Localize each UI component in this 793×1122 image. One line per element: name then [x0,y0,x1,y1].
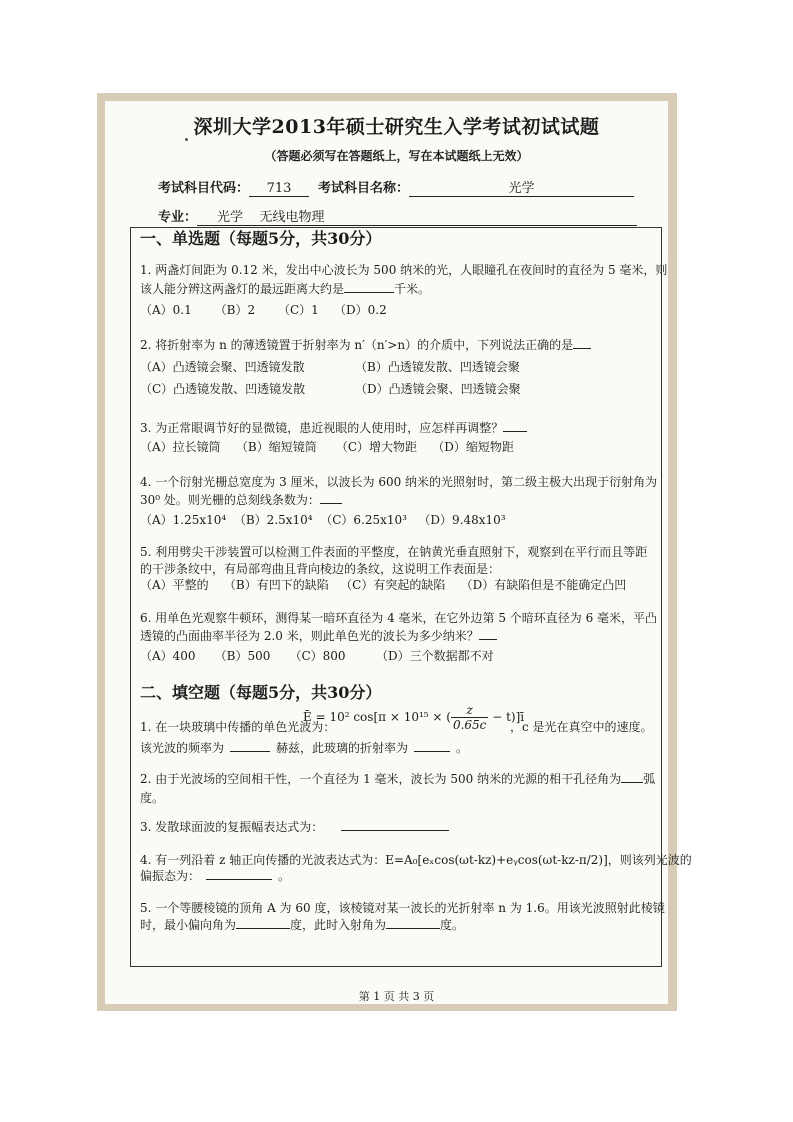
question-2-1-line1-start: 1. 在一块玻璃中传播的单色光波为： [140,720,336,734]
question-1-4-options: （A）1.25x10⁴ （B）2.5x10⁴ （C）6.25x10³ （D）9.48x10³ [140,513,506,527]
question-2-5-line1: 5. 一个等腰棱镜的顶角 A 为 60 度，该棱镜对某一波长的光折射率 n 为 1.6。用该光波照射此棱镜 [140,901,665,915]
question-2-4-line1: 4. 有一列沿着 z 轴正向传播的光波表达式为：E=A₀[eₓcos(ωt-kz)+eᵧcos(ωt-kz-π/2)]，则该列光波的 [140,853,692,867]
answer-blank [230,751,270,752]
question-2-2-line1: 2. 由于光波场的空间相干性，一个直径为 1 毫米，波长为 500 纳米的光源的相干孔径角为 弧 [140,772,656,786]
question-1-1-line1: 1. 两盏灯间距为 0.12 米，发出中心波长为 500 纳米的光，人眼瞳孔在夜间时的直径为 5 毫米，则 [140,263,668,277]
answer-blank [344,292,394,293]
question-1-2-stem: 2. 将折射率为 n 的薄透镜置于折射率为 n′（n′>n）的介质中，下列说法正确的是 [140,336,591,355]
exam-title: 深圳大学2013年硕士研究生入学考试初试试题 [193,116,600,138]
question-1-2-option-a: （A）凸透镜会聚、凹透镜发散 [140,360,305,374]
question-1-5-line2: 的干涉条纹中，有局部弯曲且背向棱边的条纹，这说明工作表面是： [140,562,501,576]
subject-name-row [318,177,634,197]
answer-blank [503,431,527,432]
subject-code-value: 713 [249,181,309,197]
question-2-2-line2: 度。 [140,791,165,805]
section-fill-blank-heading: 二、填空题（每题5分，共30分） [140,683,382,702]
question-1-2-option-d: （D）凸透镜会聚、凹透镜会聚 [355,382,521,396]
question-1-1-line2: 该人能分辨这两盏灯的最远距离大约是 千米。 [140,282,431,296]
question-1-4-line1: 4. 一个衍射光栅总宽度为 3 厘米，以波长为 600 纳米的光照射时，第二级主极大出现于衍射角为 [140,475,658,489]
answer-blank [341,830,449,831]
question-2-1-line2: 该光波的频率为 赫兹，此玻璃的折射率为 。 [140,741,469,755]
question-1-2-option-c: （C）凸透镜发散、凹透镜发散 [140,382,306,396]
section-single-choice-heading: 一、单选题（每题5分，共30分） [140,229,382,248]
question-1-1-options: （A）0.1 （B）2 （C）1 （D）0.2 [140,303,387,317]
question-1-2-option-b: （B）凸透镜发散、凹透镜会聚 [355,360,520,374]
subject-name-label: 考试科目名称： [318,181,410,196]
major-value: 光学 无线电物理 [197,206,637,226]
answer-blank [236,928,290,929]
question-1-6-options: （A）400 （B）500 （C）800 （D）三个数据都不对 [140,649,494,663]
answer-blank [386,928,440,929]
subject-code-label: 考试科目代码： [158,181,250,196]
question-2-1-line1-end: ，c 是光在真空中的速度。 [510,720,653,734]
answer-blank [573,348,591,349]
answer-blank [320,503,342,504]
question-1-6-line1: 6. 用单色光观察牛顿环，测得某一暗环直径为 4 毫米，在它外边第 5 个暗环直径为 6 毫米，平凸 [140,611,658,625]
formula-fraction: $\frac{z}{0.65c}$ [452,703,487,732]
subject-name-value: 光学 [409,177,634,197]
question-1-6-line2: 透镜的凸面曲率半径为 2.0 米，则此单色光的波长为多少纳米？ [140,627,497,646]
question-2-5-line2: 时，最小偏向角为 度，此时入射角为 度。 [140,918,465,932]
exam-instruction: （答题必须写在答题纸上，写在本试题纸上无效） [264,149,529,163]
answer-blank [206,879,272,880]
question-1-3-stem: 3. 为正常眼调节好的显微镜，患近视眼的人使用时，应怎样再调整？ [140,419,527,438]
subject-code-row [158,177,309,197]
page-number: 第 1 页 共 3 页 [358,990,435,1003]
major-label: 专业： [158,210,198,225]
question-2-1-formula: Ē = 10² cos[π × 10¹⁵ × ( $\frac{z}{0.65c}$ − t)]ī [303,703,525,732]
question-1-4-line2: 30⁰ 处。则光栅的总刻线条数为： [140,491,342,510]
question-1-3-options: （A）拉长镜筒 （B）缩短镜筒 （C）增大物距 （D）缩短物距 [140,440,514,454]
major-row [158,206,637,226]
answer-blank [621,782,643,783]
answer-blank [479,639,497,640]
question-2-4-line2: 偏振态为： 。 [140,869,291,883]
answer-blank [414,751,450,752]
question-1-5-line1: 5. 利用劈尖干涉装置可以检测工件表面的平整度，在钠黄光垂直照射下，观察到在平行而且等距 [140,545,648,559]
question-1-5-options: （A）平整的 （B）有凹下的缺陷 （C）有突起的缺陷 （D）有缺陷但是不能确定凸凹 [140,578,627,592]
question-2-3: 3. 发散球面波的复振幅表达式为： [140,818,449,837]
